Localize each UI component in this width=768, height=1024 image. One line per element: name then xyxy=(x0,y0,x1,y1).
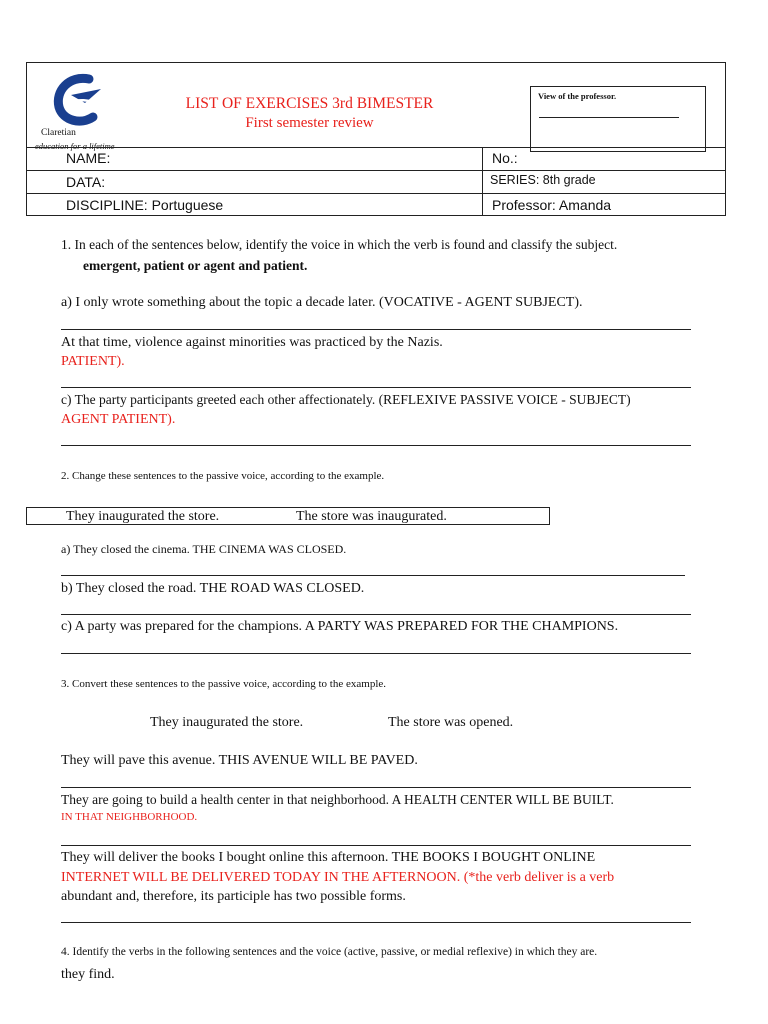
q2-example-box xyxy=(26,507,550,525)
q3-item-2: They are going to build a health center in that neighborhood. A HEALTH CENTER WILL BE BUILT. xyxy=(61,792,614,807)
professor-view-box xyxy=(530,86,706,152)
q2-item-a: a) They closed the cinema. THE CINEMA WAS CLOSED. xyxy=(61,542,347,556)
q2-instruction: 2. Change these sentences to the passive voice, according to the example. xyxy=(61,470,385,482)
q1-item-b: At that time, violence against minorities was practiced by the Nazis. xyxy=(61,335,443,350)
row-divider xyxy=(27,193,725,194)
answer-line xyxy=(61,845,691,846)
answer-line xyxy=(61,575,685,576)
answer-line xyxy=(61,787,691,788)
answer-line xyxy=(61,387,691,388)
q4-instruction-cont: they find. xyxy=(61,967,115,982)
series-label: SERIES: 8th grade xyxy=(490,173,596,187)
answer-line xyxy=(61,653,691,654)
date-label: DATA: xyxy=(66,174,106,190)
q3-item-1: They will pave this avenue. THIS AVENUE WILL BE PAVED. xyxy=(61,753,418,768)
discipline-label: DISCIPLINE: Portuguese xyxy=(66,197,224,213)
q2-item-b: b) They closed the road. THE ROAD WAS CLOSED. xyxy=(61,581,365,596)
q3-item-3: They will deliver the books I bought online this afternoon. THE BOOKS I BOUGHT ONLINE xyxy=(61,850,596,865)
q1-item-b-answer: PATIENT). xyxy=(61,354,125,369)
page-subtitle: First semester review xyxy=(245,115,374,131)
page-title: LIST OF EXERCISES 3rd BIMESTER xyxy=(185,95,434,112)
q1-item-c-answer: AGENT PATIENT). xyxy=(61,412,176,427)
q3-item-3-note: abundant and, therefore, its participle has two possible forms. xyxy=(61,889,406,904)
answer-line xyxy=(61,614,691,615)
professor-view-label: View of the professor. xyxy=(538,91,617,101)
q2-example-active: They inaugurated the store. xyxy=(66,509,220,524)
row-divider xyxy=(27,147,725,148)
q3-example-active: They inaugurated the store. xyxy=(150,715,304,730)
q1-instruction-cont: emergent, patient or agent and patient. xyxy=(83,258,308,273)
logo-text: Claretian xyxy=(41,128,76,138)
row-divider xyxy=(27,170,725,171)
q3-item-2-answer: IN THAT NEIGHBORHOOD. xyxy=(61,811,198,823)
professor-label: Professor: Amanda xyxy=(492,197,612,213)
answer-line xyxy=(61,329,691,330)
name-label: NAME: xyxy=(66,150,111,166)
professor-signature-line xyxy=(539,117,679,118)
answer-line xyxy=(61,922,691,923)
column-divider xyxy=(482,147,483,216)
q3-example-passive: The store was opened. xyxy=(388,715,514,730)
q3-item-3-answer: INTERNET WILL BE DELIVERED TODAY IN THE AFTERNOON. (*the verb deliver is a verb xyxy=(61,870,615,885)
answer-line xyxy=(61,445,691,446)
q2-example-passive: The store was inaugurated. xyxy=(296,509,447,524)
number-label: No.: xyxy=(492,150,518,166)
q4-instruction: 4. Identify the verbs in the following sentences and the voice (active, passive, or medial reflexive) in which they are. xyxy=(61,946,598,958)
logo-tagline: education for a lifetime xyxy=(35,141,115,151)
q1-item-a: a) I only wrote something about the topic a decade later. (VOCATIVE - AGENT SUBJECT). xyxy=(61,295,583,310)
q1-item-c: c) The party participants greeted each other affectionately. (REFLEXIVE PASSIVE VOICE - SUBJECT) xyxy=(61,392,631,407)
header-table xyxy=(26,62,726,216)
q1-instruction: 1. In each of the sentences below, identify the voice in which the verb is found and classify the subject. xyxy=(61,237,618,252)
q2-item-c: c) A party was prepared for the champions. A PARTY WAS PREPARED FOR THE CHAMPIONS. xyxy=(61,619,619,634)
q3-instruction: 3. Convert these sentences to the passive voice, according to the example. xyxy=(61,678,387,690)
